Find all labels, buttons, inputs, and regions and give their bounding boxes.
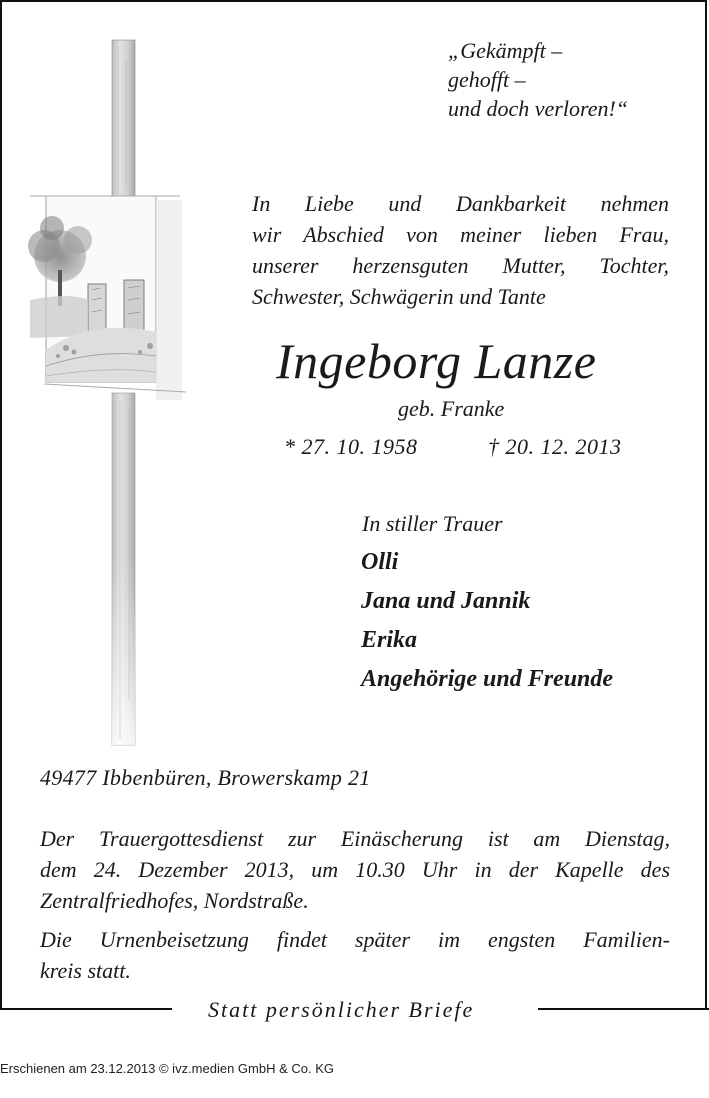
farewell-line: Schwester, Schwägerin und Tante [252, 284, 546, 309]
service-line: Der Trauergottesdienst zur Einäscherung ist am Dienstag, [40, 826, 670, 851]
maiden-name: geb. Franke [398, 396, 505, 421]
quote-line: und doch verloren!“ [448, 96, 629, 121]
farewell-line: unserer herzensguten Mutter, Tochter, [252, 253, 669, 278]
quote-line: „Gekämpft – [448, 38, 563, 63]
quote [448, 36, 628, 123]
mourning-label: In stiller Trauer [362, 511, 503, 536]
quote-line: gehofft – [448, 67, 526, 92]
deceased-name: Ingeborg Lanze [276, 333, 597, 389]
service-line: dem 24. Dezember 2013, um 10.30 Uhr in der Kapelle des [40, 857, 670, 882]
urn-burial-info [40, 924, 670, 986]
closing-note: Statt persönlicher Briefe [208, 997, 475, 1022]
mourner-name: Olli [361, 549, 399, 575]
service-line: Zentralfriedhofes, Nordstraße. [40, 888, 309, 913]
publication-footer: Erschienen am 23.12.2013 © ivz.medien GmbH & Co. KG [0, 1061, 335, 1076]
farewell-line: wir Abschied von meiner lieben Frau, [252, 222, 669, 247]
farewell-text [252, 188, 669, 312]
birth-date: * 27. 10. 1958 [284, 434, 418, 459]
death-date: † 20. 12. 2013 [488, 434, 622, 459]
mourner-name: Angehörige und Freunde [361, 666, 614, 692]
burial-line: kreis statt. [40, 958, 131, 983]
mourner-name: Erika [361, 627, 418, 653]
mourner-name: Jana und Jannik [361, 588, 531, 614]
burial-line: Die Urnenbeisetzung findet später im engsten Familien- [40, 927, 670, 952]
family-address: 49477 Ibbenbüren, Browerskamp 21 [40, 765, 371, 790]
farewell-line: In Liebe und Dankbarkeit nehmen [252, 191, 669, 216]
funeral-service-info [40, 823, 670, 916]
